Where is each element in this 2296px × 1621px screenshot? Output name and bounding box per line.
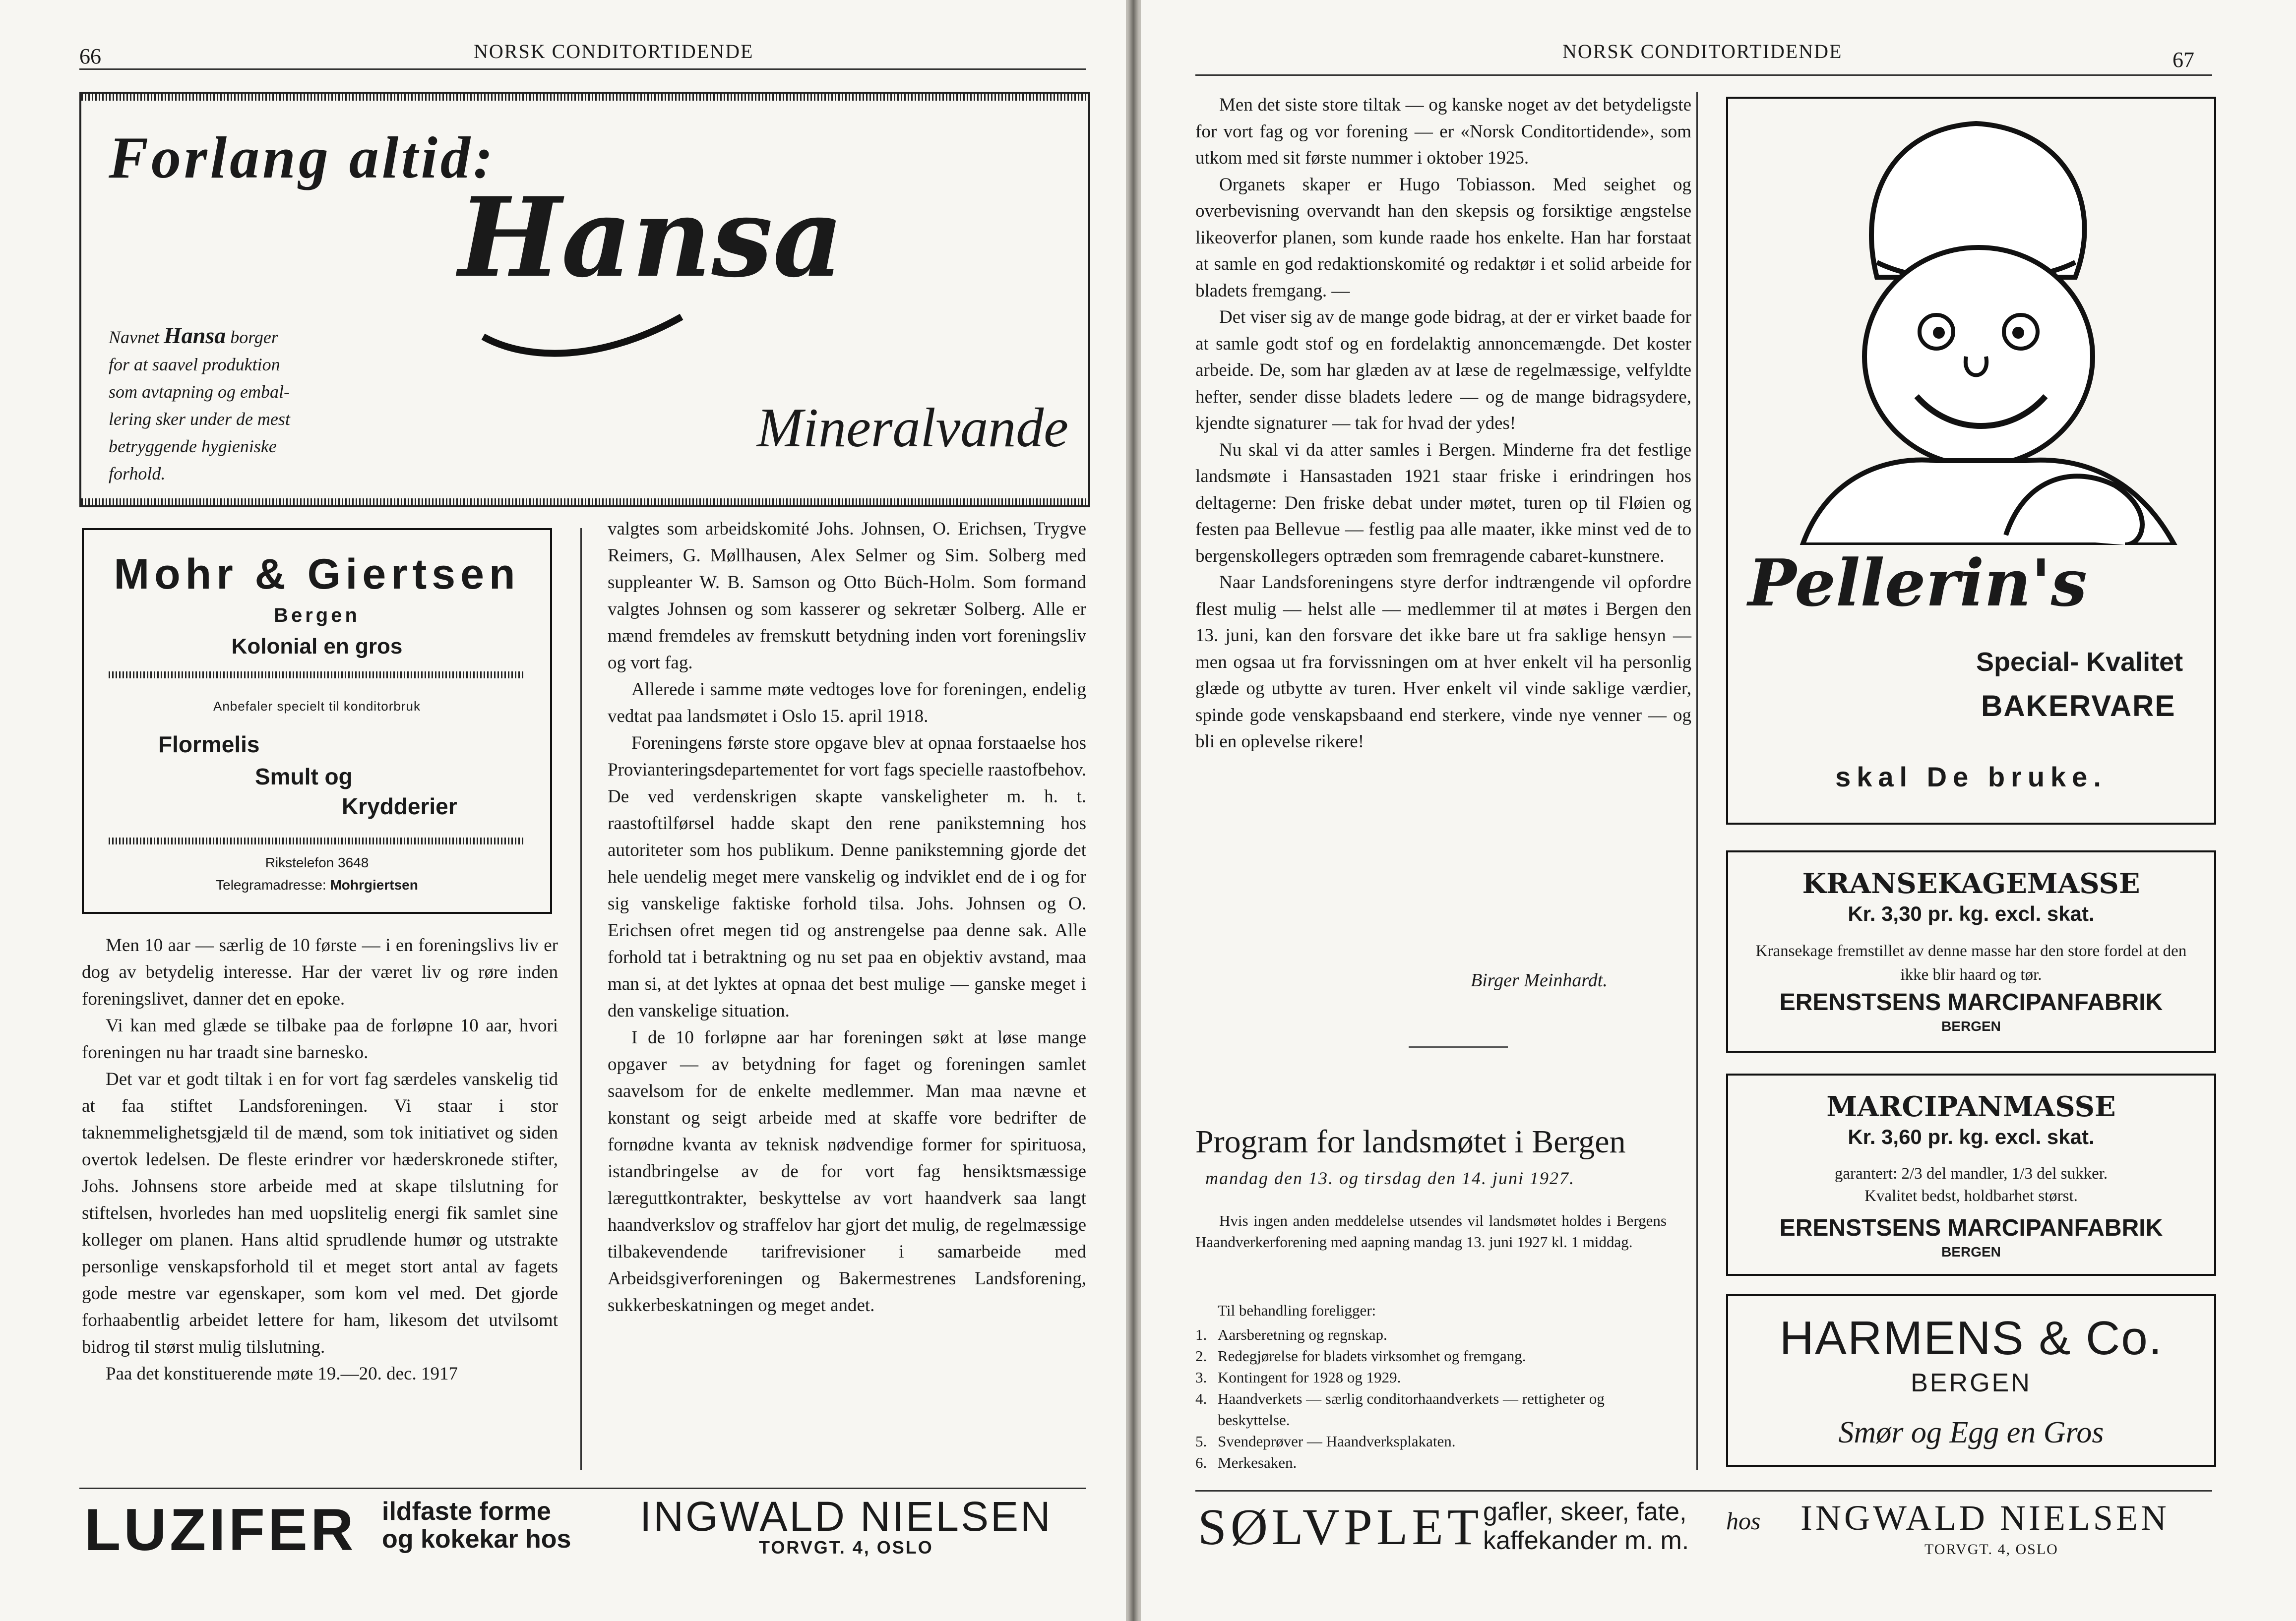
article-column-1 [82,932,558,1387]
mohr-telegram: Telegramadresse: Mohrgiertsen [216,877,418,893]
right-page [1141,0,2296,1621]
harmens-trade: Smør og Egg en Gros [1838,1416,2104,1449]
hansa-headline: Forlang altid: [109,124,496,190]
column-divider [580,528,582,1470]
mohr-giertsen-ad [82,528,552,914]
program-subtitle: mandag den 13. og tirsdag den 14. juni 1927. [1205,1168,1575,1188]
program-item: 4. Haandverkets — særlig conditorhaandverkets — rettigheter og beskyttelse. [1195,1390,1605,1429]
hansa-product: Mineralvande [756,397,1068,459]
hansa-brand-inline: Hansa [163,323,226,348]
marcipan-description: Kvalitet bedst, holdbarhet størst. [1864,1187,2078,1205]
mohr-item: Smult og [255,764,353,789]
harmens-city: BERGEN [1911,1369,2032,1397]
pellerin-ad [1726,97,2216,825]
footer-rule [79,1488,1086,1489]
program-title: Program for landsmøtet i Bergen [1195,1124,1626,1160]
header-rule [1195,74,2212,76]
mohr-city: Bergen [274,604,360,626]
separator-rule [1409,1046,1508,1048]
running-head: NORSK CONDITORTIDENDE [474,40,754,62]
ornament-rule [109,671,525,678]
paragraph: Men det siste store tiltak — og kanske noget av det betydeligste for vort fag og vor forening — er «Norsk Conditortidende», som utkom med sit første nummer i oktober 1925. [1195,95,1691,168]
paragraph: valgtes som arbeidskomité Johs. Johnsen, O. Erichsen, Trygve Reimers, G. Møllhausen, Alex Selmer og Sim. Solberg med suppleanter W. B. Samson og Otto Büch-Holm. Som formand valgtes Johnsen og som kasserer og sekretær Solberg. Alle er mænd fremdeles av fremskutt betydning inden vort foreningsliv og vort fag. [608,519,1086,673]
hansa-logo: Hansa [458,173,844,301]
page-number: 67 [2172,48,2194,72]
paragraph: Det viser sig av de mange gode bidrag, at der er virket baade for at samle godt stof og en fordelaktig annoncemængde. Det koster arbeide. De, som har glæden av at læse de regelmæssige, velfyldte hefter, sender disse bladets ledere — og de mange bidragsydere, kjendte signaturer — tak for hvad der ydes! [1195,307,1691,433]
pellerin-line2: BAKERVARE [1981,689,2176,722]
mohr-phone: Rikstelefon 3648 [265,855,369,870]
kranse-price: Kr. 3,30 pr. kg. excl. skat. [1848,902,2095,925]
seller-address: TORVGT. 4, OSLO [759,1537,933,1558]
seller-name: INGWALD NIELSEN [640,1493,1053,1540]
mohr-name: Mohr & Giertsen [114,550,520,598]
mohr-trade: Kolonial en gros [231,634,403,659]
mohr-item: Flormelis [158,731,260,757]
marcipan-description: garantert: 2/3 del mandler, 1/3 del sukker. [1834,1165,2108,1183]
article-continued [1195,92,1691,755]
program-item: 3. Kontingent for 1928 og 1929. [1195,1369,1401,1386]
harmens-name: HARMENS & Co. [1779,1312,2163,1365]
paragraph: Vi kan med glæde se tilbake paa de forløpne 10 aar, hvori foreningen nu har traadt sine barnesko. [82,1016,558,1063]
kranse-city: BERGEN [1941,1019,2001,1034]
paragraph: Naar Landsforeningens styre derfor indtrængende vil opfordre flest mulig — helst alle — medlemmer til at møtes i Bergen den 13. juni, kan den forsvare det ikke bare ut fra saklige hensyn — men ogsaa ut fra forvissningen om at hver enkelt vil ha personlig glæde og utbytte av turen. Hver enkelt vil vinde saklige værdier, spinde gode venskapsbaand end sterkere, vinde nye venner — og bli en oplevelse rikere! [1195,572,1691,752]
hansa-description: Navnet Hansa borger for at saavel produktion som avtapning og embal- lering sker under de mest betryggende hygieniske forhold. [109,323,290,483]
signature: Birger Meinhardt. [1471,970,1608,991]
hos-label: hos [1726,1507,1761,1535]
pellerin-slogan: skal De bruke. [1835,761,2107,792]
ad-border-ornament [81,94,1088,101]
marcipan-price: Kr. 3,60 pr. kg. excl. skat. [1848,1125,2095,1148]
paragraph: Paa det konstituerende møte 19.—20. dec. 1917 [106,1364,458,1384]
paragraph: Foreningens første store opgave blev at opnaa forstaaelse hos Provianteringsdepartementet for vort fags specielle raastofbehov. De ved verdenskrigen skapte vanskeligheter m. h. t. raastoftilførsel hadde skapt den rene panikstemning hos autoriteter som hos publikum. Denne panikstemning gjorde det hele uendelig meget mere vanskelig og indviklet end de i og for sig vanskelige faktiske forhold tilsa. Johs. Johnsen og O. Erichsen ofret megen tid og anstrengelse paa denne sak. Alle forhold tat i betraktning og nu set paa en objektiv avstand, maa man si, at det lyktes at opnaa det best mulige — ganske meget i den vanskelige situation. [608,733,1086,1021]
pellerin-brand: Pellerin's [1748,545,2087,621]
program-item: 1. Aarsberetning og regnskap. [1195,1326,1387,1343]
left-page [0,0,1126,1621]
kranse-product: KRANSEKAGEMASSE [1802,867,2140,900]
solvplet-tagline: gafler, skeer, fate, kaffekander m. m. [1483,1498,1689,1555]
kranse-company: ERENSTSENS MARCIPANFABRIK [1779,989,2163,1016]
program-item: 5. Svendeprøver — Haandverksplakaten. [1195,1433,1456,1450]
baker-illustration [1728,99,2214,545]
luzifer-brand: LUZIFER [84,1497,357,1563]
program-intro: Hvis ingen anden meddelelse utsendes vil landsmøtet holdes i Bergens Haandverkerforening med aapning mandag 13. juni 1927 kl. 1 middag. [1195,1212,1667,1251]
hansa-logo-swash [478,307,686,366]
page-number: 66 [79,44,101,68]
mohr-item: Krydderier [342,793,457,819]
hansa-ad [79,92,1090,507]
ad-border-ornament [81,498,1088,505]
footer-rule [1195,1490,2212,1492]
kranse-description: Kransekage fremstillet av denne masse har den store fordel at den ikke blir haard og tør. [1755,942,2187,984]
paragraph: Allerede i samme møte vedtoges love for foreningen, endelig vedtat paa landsmøtet i Oslo 15. april 1918. [608,679,1086,726]
seller-address: TORVGT. 4, OSLO [1924,1541,2058,1558]
running-head: NORSK CONDITORTIDENDE [1562,40,1843,62]
marcipan-city: BERGEN [1941,1244,2001,1260]
paragraph: Organets skaper er Hugo Tobiasson. Med seighet og overbevisning overvandt han den skepsis og forsiktige ængstelse likeoverfor planen, som kunde raade hos enkelte. Han har forstaat at samle en god redaktionskomité og redaktør i et solid arbeide for bladets fremgang. — [1195,174,1691,301]
paragraph: I de 10 forløpne aar har foreningen søkt at løse mange opgaver — av betydning for faget og foreningen samlet saavelsom for de enkelte medlemmer. Man maa nævne et konstant og seigt arbeide med at skaffe vore bedrifter de fornødne kvanta av teknisk nødvendige former for spirituosa, istandbringelse av de for vort fag hensiktsmæssige læreguttkontrakter, beskyttelse av vort haandverk saa langt haandverkslov og straffelov har gjort det mulig, de regelmæssige tilbakevendende tarifrevisioner i samarbeide med Arbeidsgiverforeningen og Bakermestrenes Landsforening, sukkerbeskatningen og meget andet. [608,1027,1086,1316]
column-divider [1696,92,1698,1470]
marcipan-ad [1726,1074,2216,1276]
paragraph: Nu skal vi da atter samles i Bergen. Minderne fra det festlige landsmøte i Hansastaden 1921 staar friske i erindringen hos deltagerne: Den friske debat under møtet, turen op til Fløien og festen paa Bellevue — festlig paa alle maater, ikke minst ved de to bergenskollegers optræden som fremragende cabaret-kunstnere. [1195,439,1691,566]
program-item: 6. Merkesaken. [1195,1454,1297,1471]
kransekage-ad [1726,850,2216,1053]
program-item: 2. Redegjørelse for bladets virksomhet og fremgang. [1195,1347,1526,1365]
program-list-heading: Til behandling foreligger: [1218,1302,1376,1319]
ornament-rule [109,838,525,844]
marcipan-company: ERENSTSENS MARCIPANFABRIK [1779,1215,2163,1241]
mohr-recommend: Anbefaler specielt til konditorbruk [213,699,421,714]
pellerin-line1: Special- Kvalitet [1976,647,2183,677]
paragraph: Men 10 aar — særlig de 10 første — i en foreningslivs liv er dog av betydelig interesse. Har der været liv og røre inden foreningslivet, danner det en epoke. [82,935,558,1009]
header-rule [79,68,1086,70]
seller-name: INGWALD NIELSEN [1800,1498,2170,1538]
article-column-2 [608,516,1086,1319]
program-list [1195,1324,1667,1473]
paragraph: Det var et godt tiltak i en for vort fag særdeles vanskelig tid at faa stiftet Landsforeningen. Vi staar i stor taknemmelighetsgjæld til de mænd, som tok initiativet og siden overtok ledelsen. De fleste erindrer vor hæderskronede stifter, Johs. Johnsens store arbeide med at skape tilslutning for stiftelsen, hvorledes han med uopslitelig energi fik samlet sine kolleger om planen. Hans altid sprudlende humør og utstrakte personlige venskapsforhold til et meget stort antal av fagets gode mestre var egenskaper, som kom vel med. Det gjorde forhaabentlig arbeidet lettere for ham, likesom det utvilsomt bidrog til størst mulig tilslutning. [82,1069,558,1357]
solvplet-brand: SØLVPLET [1198,1499,1483,1556]
luzifer-tagline: ildfaste forme og kokekar hos [382,1497,571,1554]
harmens-ad [1726,1294,2216,1467]
marcipan-product: MARCIPANMASSE [1826,1090,2116,1123]
